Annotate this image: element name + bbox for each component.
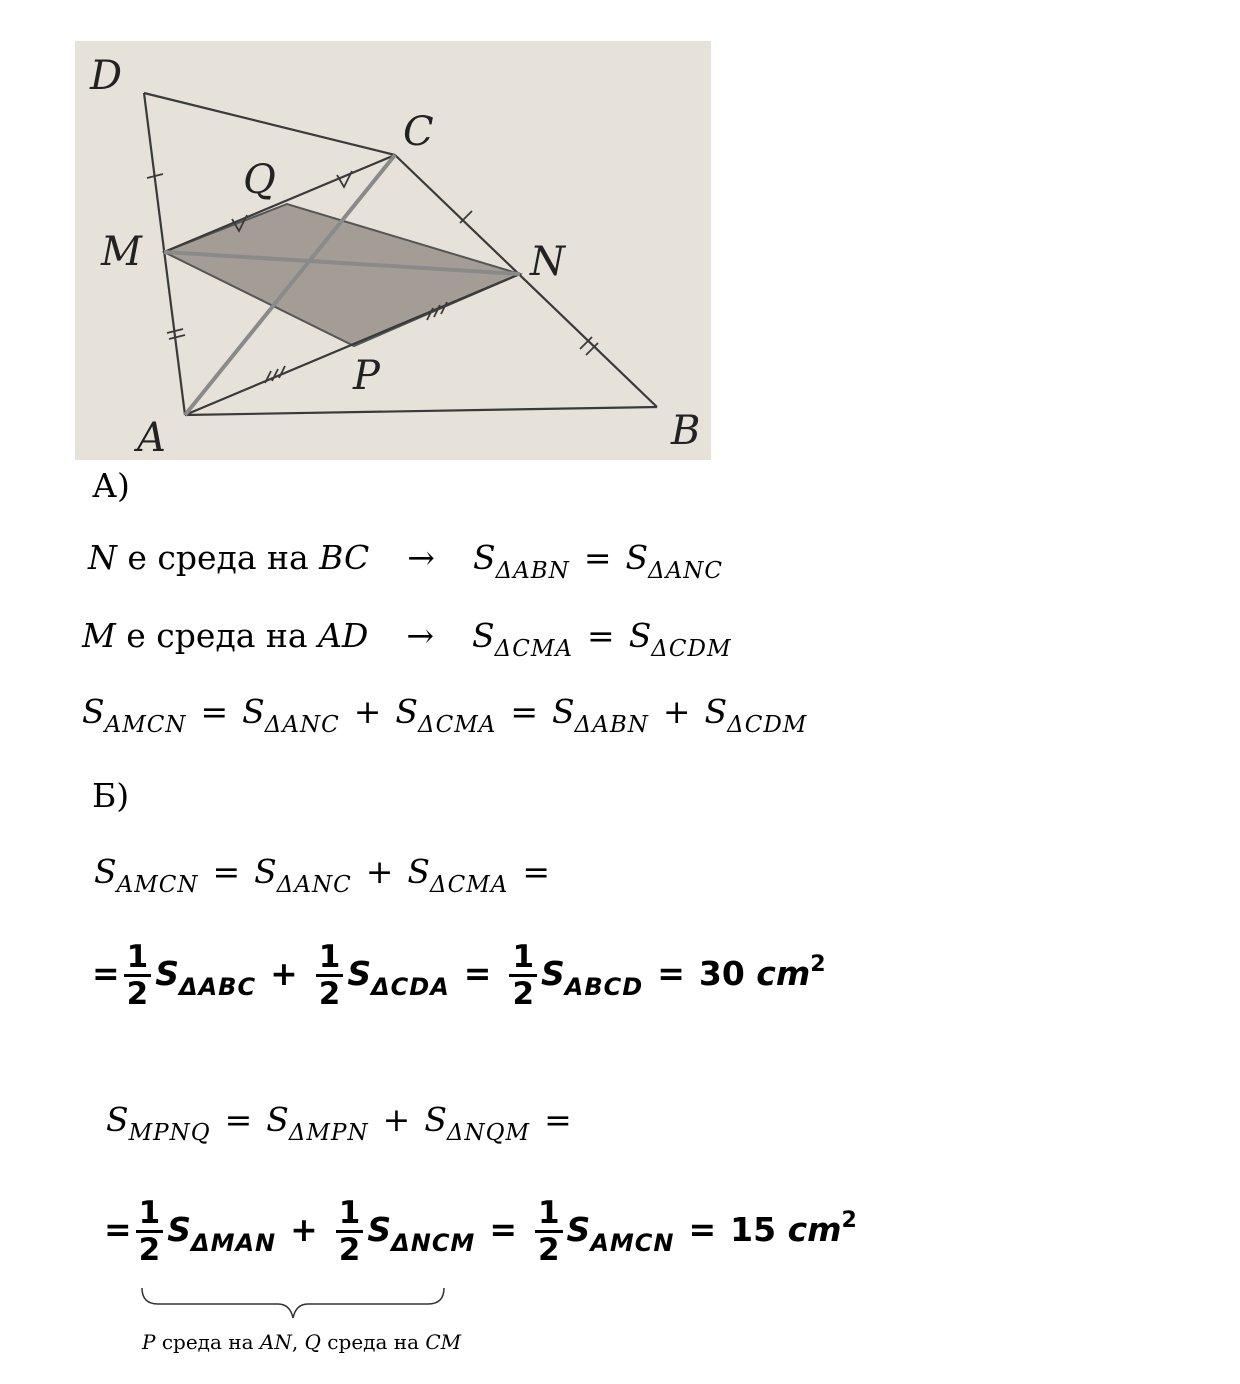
fraction-half [509,940,537,1011]
plus: + [353,692,382,731]
numerator: 1 [535,1196,563,1233]
sub-amcn: AMCN [590,1229,675,1257]
underbrace [140,1284,446,1324]
sub-abn: ΔABN [495,558,570,584]
equals: = [510,692,539,731]
sub-anc: ΔANC [276,872,352,898]
equals: = [657,954,685,993]
denominator: 2 [338,1232,361,1268]
sub-amcn: AMCN [104,712,187,738]
area-symbol: S [424,1100,447,1139]
unit: cm [787,1210,842,1249]
sub-amcn: AMCN [116,872,199,898]
var-q: Q [304,1330,321,1354]
point-label-a: A [137,415,166,460]
var-p: P [142,1330,156,1354]
plus: + [365,852,394,891]
sub-anc: ΔANC [264,712,340,738]
sub-abcd: ABCD [564,973,644,1001]
plus: + [290,1210,318,1249]
segment-cm: CM [425,1330,462,1354]
equals: = [522,852,551,891]
midpoint-text: е среда на [115,616,319,655]
denominator: 2 [512,976,535,1012]
sub-mpnq: MPNQ [128,1120,211,1146]
area-symbol: S [552,692,575,731]
point-label-n: N [530,239,565,285]
sub-cma: ΔCMA [417,712,497,738]
area-symbol: S [628,616,652,655]
sub-cdm: ΔCDM [651,636,732,662]
numerator: 1 [336,1196,364,1233]
area-symbol: S [566,1210,591,1249]
area-symbol: S [541,954,565,993]
point-label-m: M [101,229,142,275]
point-label-c: C [403,109,434,155]
fraction-half [124,940,152,1011]
part-b-line-2 [92,940,826,1011]
numerator: 1 [124,940,152,977]
comma: , [291,1330,305,1354]
unit: cm [756,954,811,993]
var-n: N [88,538,117,577]
sub-cma: ΔCMA [494,636,574,662]
equals: = [587,616,615,655]
sub-cda: ΔCDA [371,973,450,1001]
equals: = [104,1210,132,1249]
numerator: 1 [509,940,537,977]
area-symbol: S [472,616,495,655]
area-symbol: S [94,852,117,891]
numerator: 1 [136,1196,164,1233]
area-symbol: S [367,1210,392,1249]
denominator: 2 [537,1232,560,1268]
part-b-line-4 [104,1196,857,1267]
equals: = [463,954,492,993]
fraction-half [535,1196,563,1267]
equals: = [544,1100,572,1139]
point-label-p: P [353,353,380,399]
area-symbol: S [625,538,649,577]
sub-mpn: ΔMPN [288,1120,369,1146]
implies-arrow: → [407,538,435,577]
area-symbol: S [167,1210,192,1249]
point-label-d: D [90,53,123,99]
result-value: 15 [730,1210,777,1249]
part-b-line-3 [106,1100,586,1146]
segment-bc: BC [319,538,370,577]
equals: = [224,1100,253,1139]
sub-cma: ΔCMA [429,872,509,898]
exponent: 2 [841,1208,857,1233]
part-a-label: А) [92,466,130,505]
plus: + [270,954,298,993]
part-a-line-3 [82,692,807,738]
denominator: 2 [138,1232,161,1268]
geometry-figure [75,41,711,460]
part-a-line-1 [88,538,723,584]
sub-abn: ΔABN [574,712,649,738]
part-b-label: Б) [92,776,130,815]
brace-note [142,1330,461,1354]
area-symbol: S [242,692,265,731]
equals: = [688,1210,717,1249]
sub-man: ΔMAN [191,1229,277,1257]
area-symbol: S [254,852,277,891]
fraction-half [316,940,344,1011]
equals: = [212,852,241,891]
sub-nqm: ΔNQM [446,1120,531,1146]
point-label-b: B [671,408,701,454]
denominator: 2 [126,976,149,1012]
midpoint-text: е среда на [116,538,320,577]
sub-ncm: ΔNCM [391,1229,476,1257]
var-m: M [82,616,116,655]
area-symbol: S [407,852,430,891]
area-symbol: S [347,954,372,993]
equals: = [583,538,612,577]
denominator: 2 [318,976,341,1012]
part-b-line-1 [94,852,564,898]
segment-an: AN [259,1330,292,1354]
fraction-half [336,1196,364,1267]
midpoint-text: среда на [155,1330,260,1354]
midpoint-text: среда на [320,1330,426,1354]
implies-arrow: → [406,616,435,655]
area-symbol: S [155,954,180,993]
sub-abc: ΔABC [179,973,257,1001]
part-a-line-2 [82,616,732,662]
numerator: 1 [316,940,344,977]
point-label-q: Q [243,157,276,203]
result-value: 30 [698,954,745,993]
sub-anc: ΔANC [648,558,724,584]
plus: + [662,692,691,731]
area-symbol: S [82,692,105,731]
area-symbol: S [472,538,496,577]
area-symbol: S [106,1100,129,1139]
plus: + [382,1100,411,1139]
area-symbol: S [266,1100,289,1139]
equals: = [489,1210,517,1249]
segment-ad: AD [318,616,369,655]
sub-cdm: ΔCDM [727,712,808,738]
equals: = [200,692,229,731]
area-symbol: S [395,692,418,731]
equals: = [92,954,120,993]
area-symbol: S [704,692,728,731]
exponent: 2 [810,952,826,977]
fraction-half [136,1196,164,1267]
